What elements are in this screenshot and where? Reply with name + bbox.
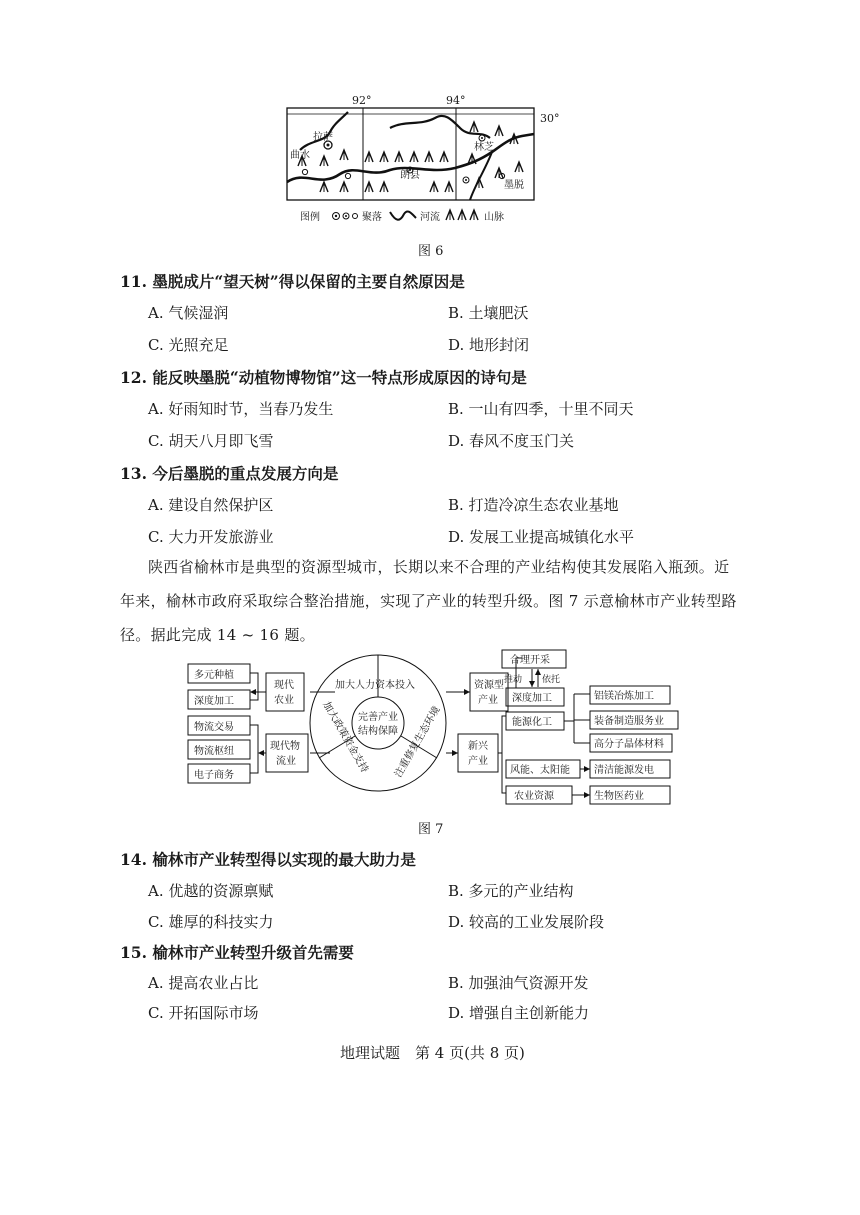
emerging-l1: 新兴 [468,741,488,752]
modern-logistics-l1: 现代物 [270,741,300,752]
modern-logistics-l2: 流业 [276,756,296,767]
passage-line-3: 径。据此完成 14 ~ 16 题。 [120,626,315,644]
q13-option-a: A. 建设自然保护区 [148,496,274,514]
place-motuo: 墨脱 [504,180,524,191]
q15-option-b: B. 加强油气资源开发 [448,974,589,992]
box-al-mg: 铝镁冶炼加工 [594,691,654,702]
question-15-stem: 15. 榆林市产业转型升级首先需要 [120,943,354,962]
deep-processing-res: 深度加工 [512,693,552,704]
q12-option-a: A. 好雨知时节，当春乃发生 [148,400,334,418]
q11-option-b: B. 土壤肥沃 [448,304,529,322]
figure-7-diagram [180,648,680,808]
q13-option-b: B. 打造冷凉生态农业基地 [448,496,619,514]
energy-chemical: 能源化工 [512,717,552,728]
q13-option-d: D. 发展工业提高城镇化水平 [448,528,635,546]
box-diverse-planting: 多元种植 [194,670,234,681]
box-clean-energy: 清洁能源发电 [594,765,654,776]
q12-option-c: C. 胡天八月即飞雪 [148,432,274,450]
q14-option-b: B. 多元的产业结构 [448,882,574,900]
ring-right-text: 注重修复生态环境 [393,704,443,780]
passage-line-2: 年来，榆林市政府采取综合整治措施，实现了产业的转型升级。图 7 示意榆林市产业转型路 [120,592,737,610]
ring-top-text: 加大人力资本投入 [335,680,415,691]
q15-option-c: C. 开拓国际市场 [148,1004,259,1022]
place-nyingchi: 林芝 [474,142,494,153]
q14-option-a: A. 优越的资源禀赋 [148,882,274,900]
lon-92-label: 92° [352,94,372,107]
legend-mountain: 山脉 [484,212,504,223]
box-deep-processing-agri: 深度加工 [194,696,234,707]
figure-6-caption: 图 6 [418,244,444,259]
box-polymer: 高分子晶体材料 [594,739,664,750]
q11-option-a: A. 气候湿润 [148,304,229,322]
q14-option-c: C. 雄厚的科技实力 [148,913,274,931]
lon-94-label: 94° [446,94,466,107]
modern-agri-l2: 农业 [274,695,294,706]
legend-settlement: 聚落 [362,212,382,223]
question-12-stem: 12. 能反映墨脱“动植物博物馆”这一特点形成原因的诗句是 [120,368,527,387]
figure-6-map [270,90,570,230]
passage-line-1: 陕西省榆林市是典型的资源型城市，长期以来不合理的产业结构使其发展陷入瓶颈。近 [148,558,730,576]
q12-option-d: D. 春风不度玉门关 [448,432,575,450]
agri-resources: 农业资源 [514,791,554,802]
rational-mining: 合理开采 [510,655,550,666]
resource-l2: 产业 [478,695,498,706]
push-label: 推动 [504,675,523,685]
q13-option-c: C. 大力开发旅游业 [148,528,274,546]
figure-7-caption: 图 7 [418,822,444,837]
box-e-commerce: 电子商务 [194,770,234,781]
box-logistics-hub: 物流枢纽 [194,746,234,757]
page-footer: 地理试题 第 4 页(共 8 页) [340,1044,525,1062]
place-qushui: 曲水 [290,150,310,161]
q11-option-c: C. 光照充足 [148,336,229,354]
box-equipment: 装备制造服务业 [594,716,664,727]
q15-option-d: D. 增强自主创新能力 [448,1004,590,1022]
question-13-stem: 13. 今后墨脱的重点发展方向是 [120,464,339,483]
lat-30-label: 30° [540,112,560,125]
place-langxian: 朗县 [400,170,420,181]
q12-option-b: B. 一山有四季，十里不同天 [448,400,634,418]
place-lhasa: 拉萨 [313,132,333,143]
rely-label: 依托 [542,675,561,685]
emerging-l2: 产业 [468,756,488,767]
resource-l1: 资源型 [474,680,504,691]
wind-solar: 风能、太阳能 [510,765,570,776]
question-14-stem: 14. 榆林市产业转型得以实现的最大助力是 [120,850,416,869]
q11-option-d: D. 地形封闭 [448,336,530,354]
legend-river: 河流 [420,212,440,223]
legend-label: 图例 [300,212,320,223]
q15-option-a: A. 提高农业占比 [148,974,259,992]
box-biomedicine: 生物医药业 [594,791,644,802]
box-logistics-trading: 物流交易 [194,722,234,733]
q14-option-d: D. 较高的工业发展阶段 [448,913,605,931]
question-11-stem: 11. 墨脱成片“望天树”得以保留的主要自然原因是 [120,272,465,291]
ring-left-text: 加大政策资金支持 [320,700,370,775]
modern-agri-l1: 现代 [274,680,294,691]
center-l2: 结构保障 [358,726,398,737]
center-l1: 完善产业 [358,712,398,723]
